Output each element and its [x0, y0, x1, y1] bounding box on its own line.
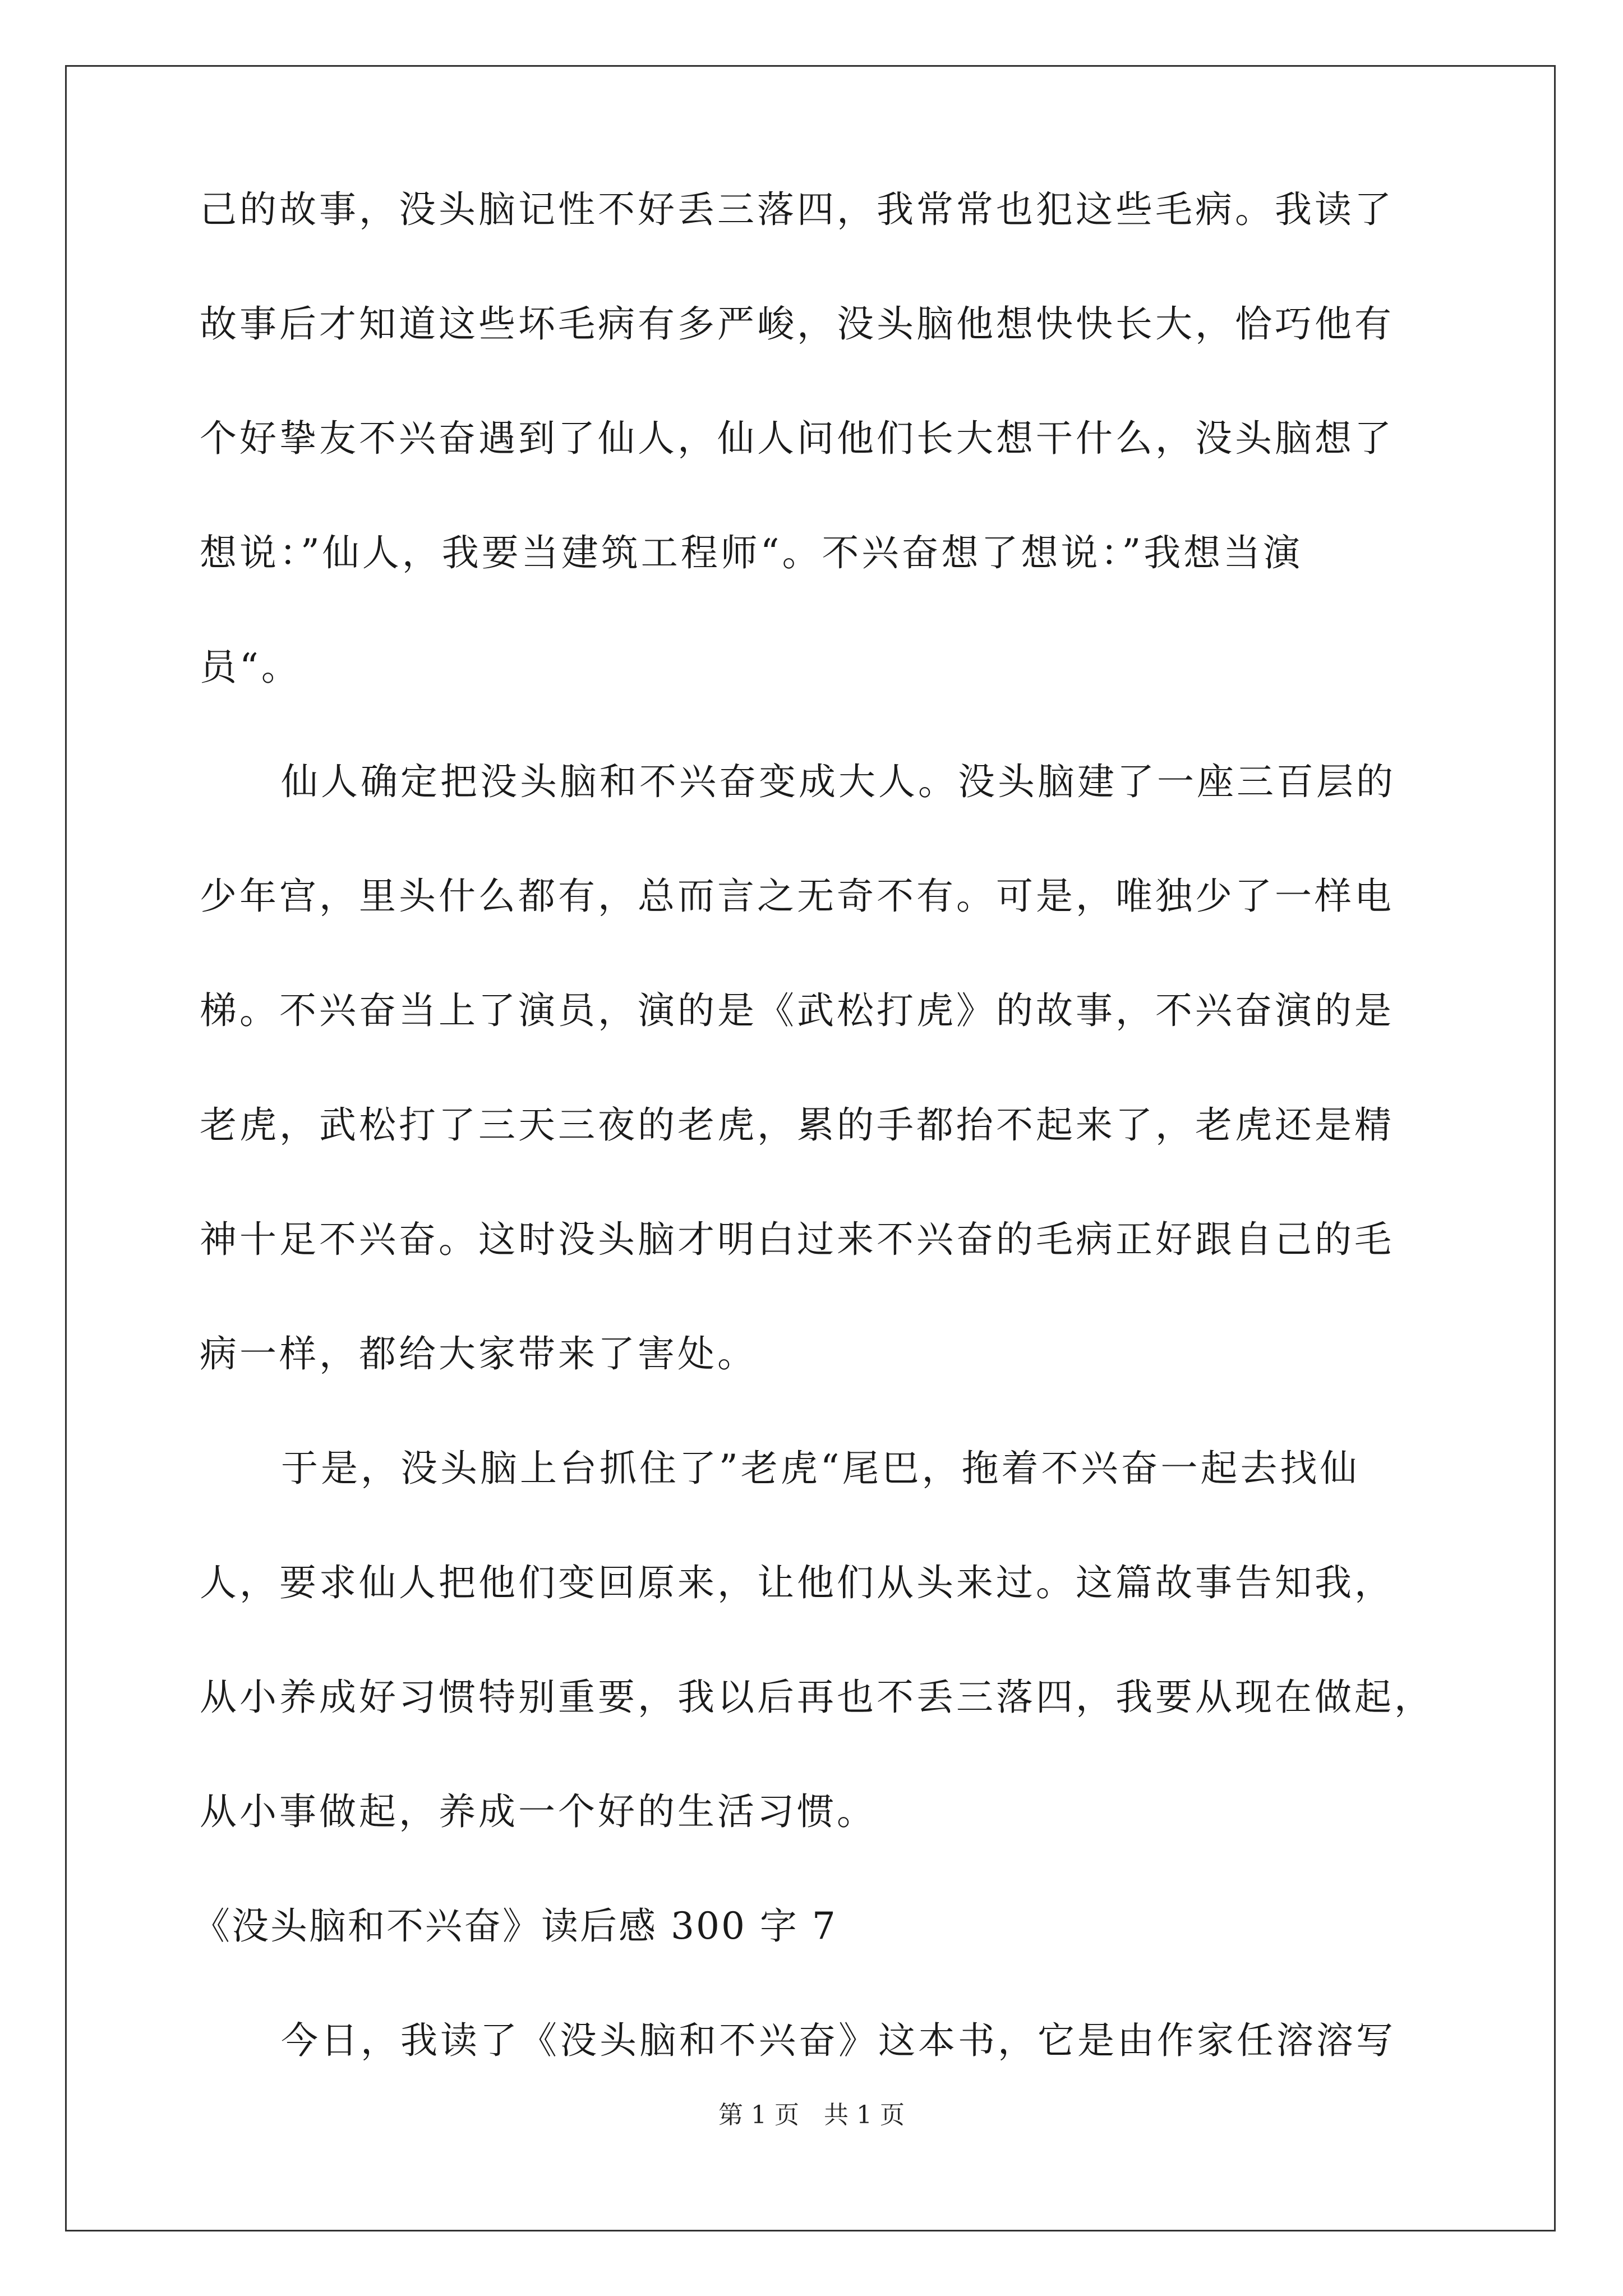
- paragraph-line: 人，要求仙人把他们变回原来，让他们从头来过。这篇故事告知我，: [200, 1561, 1394, 1604]
- paragraph-line: 少年宫，里头什么都有，总而言之无奇不有。可是，唯独少了一样电: [200, 875, 1394, 918]
- paragraph-line: 从小养成好习惯特别重要，我以后再也不丢三落四，我要从现在做起，: [200, 1676, 1434, 1719]
- paragraph-line: 仙人确定把没头脑和不兴奋变成大人。没头脑建了一座三百层的: [281, 760, 1396, 803]
- paragraph-line: 个好挚友不兴奋遇到了仙人，仙人问他们长大想干什么，没头脑想了: [200, 417, 1394, 460]
- paragraph-line: 故事后才知道这些坏毛病有多严峻，没头脑他想快快长大，恰巧他有: [200, 302, 1394, 346]
- page-footer: 第 1 页 共 1 页: [718, 2101, 905, 2129]
- document-body: [193, 188, 1434, 2062]
- paragraph-line: 神十足不兴奋。这时没头脑才明白过来不兴奋的毛病正好跟自己的毛: [200, 1218, 1394, 1261]
- paragraph-line: 从小事做起，养成一个好的生活习惯。: [200, 1790, 877, 1833]
- paragraph-line: 今日，我读了《没头脑和不兴奋》这本书，它是由作家任溶溶写: [281, 2019, 1396, 2062]
- paragraph-line: 梯。不兴奋当上了演员，演的是《武松打虎》的故事，不兴奋演的是: [200, 989, 1394, 1032]
- paragraph-line: 想说：”仙人，我要当建筑工程师“。不兴奋想了想说：”我想当演: [200, 531, 1303, 574]
- section-heading: 《没头脑和不兴奋》读后感 300 字 7: [193, 1904, 837, 1948]
- paragraph-line: 老虎，武松打了三天三夜的老虎，累的手都抬不起来了，老虎还是精: [200, 1103, 1394, 1147]
- paragraph-line: 病一样，都给大家带来了害处。: [200, 1332, 757, 1375]
- paragraph-line: 员“。: [200, 646, 301, 689]
- paragraph-line: 己的故事，没头脑记性不好丢三落四，我常常也犯这些毛病。我读了: [200, 188, 1394, 231]
- paragraph-line: 于是，没头脑上台抓住了”老虎“尾巴，拖着不兴奋一起去找仙: [281, 1447, 1360, 1490]
